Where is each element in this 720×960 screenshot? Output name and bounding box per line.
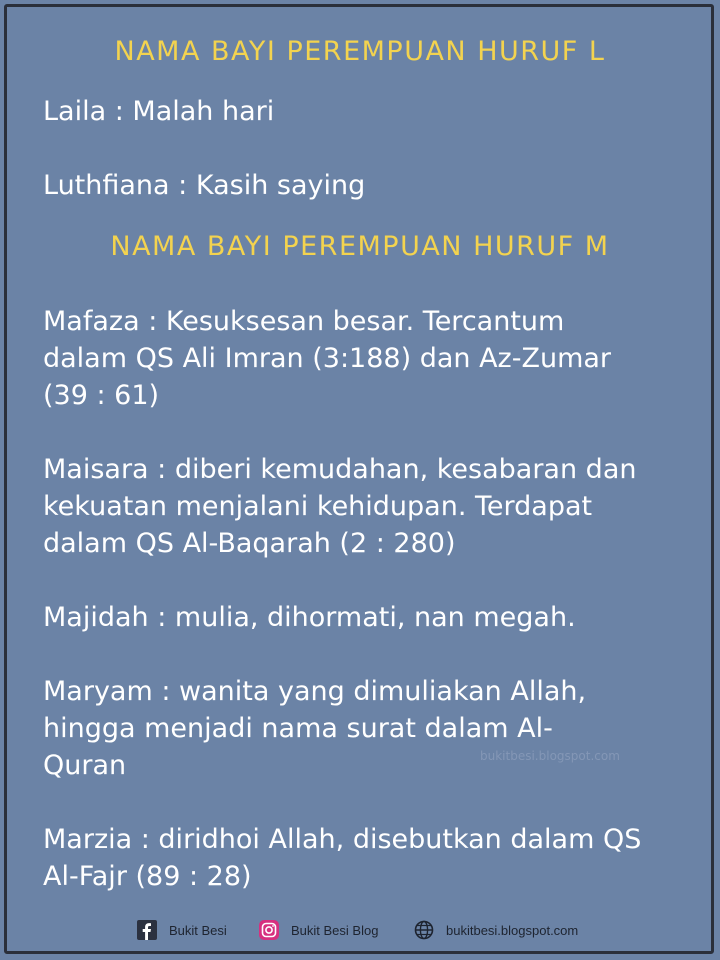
watermark: bukitbesi.blogspot.com [480, 749, 620, 763]
entry-marzia-line-2: Al-Fajr (89 : 28) [43, 861, 252, 892]
facebook-label: Bukit Besi [169, 922, 227, 938]
heading-letter-l: NAMA BAYI PEREMPUAN HURUF L [114, 36, 606, 67]
facebook-icon [137, 920, 157, 940]
entry-maisara-line-3: dalam QS Al-Baqarah (2 : 280) [43, 528, 456, 559]
entry-maryam-line-3: Quran [43, 750, 127, 781]
footer [0, 918, 720, 942]
entry-mafaza-line-2: dalam QS Ali Imran (3:188) dan Az-Zumar [43, 343, 612, 374]
globe-icon [414, 920, 434, 940]
entry-mafaza-line-3: (39 : 61) [43, 380, 160, 411]
entry-laila: Laila : Malah hari [43, 96, 275, 127]
entry-maryam-line-2: hingga menjadi nama surat dalam Al- [43, 713, 553, 744]
website-label: bukitbesi.blogspot.com [446, 922, 579, 938]
entry-mafaza-line-1: Mafaza : Kesuksesan besar. Tercantum [43, 306, 565, 337]
entry-maryam-line-1: Maryam : wanita yang dimuliakan Allah, [43, 676, 587, 707]
entry-majidah: Majidah : mulia, dihormati, nan megah. [43, 602, 576, 633]
entry-maisara-line-1: Maisara : diberi kemudahan, kesabaran dan [43, 454, 637, 485]
instagram-icon [259, 920, 279, 940]
footer-facebook[interactable] [137, 918, 227, 942]
footer-instagram[interactable] [259, 918, 378, 942]
heading-letter-m: NAMA BAYI PEREMPUAN HURUF M [110, 231, 610, 262]
entry-marzia-line-1: Marzia : diridhoi Allah, disebutkan dalam QS [43, 824, 642, 855]
instagram-label: Bukit Besi Blog [291, 922, 379, 938]
footer-website[interactable] [414, 918, 578, 942]
entry-luthfiana: Luthfiana : Kasih saying [43, 170, 366, 201]
entry-maisara-line-2: kekuatan menjalani kehidupan. Terdapat [43, 491, 593, 522]
